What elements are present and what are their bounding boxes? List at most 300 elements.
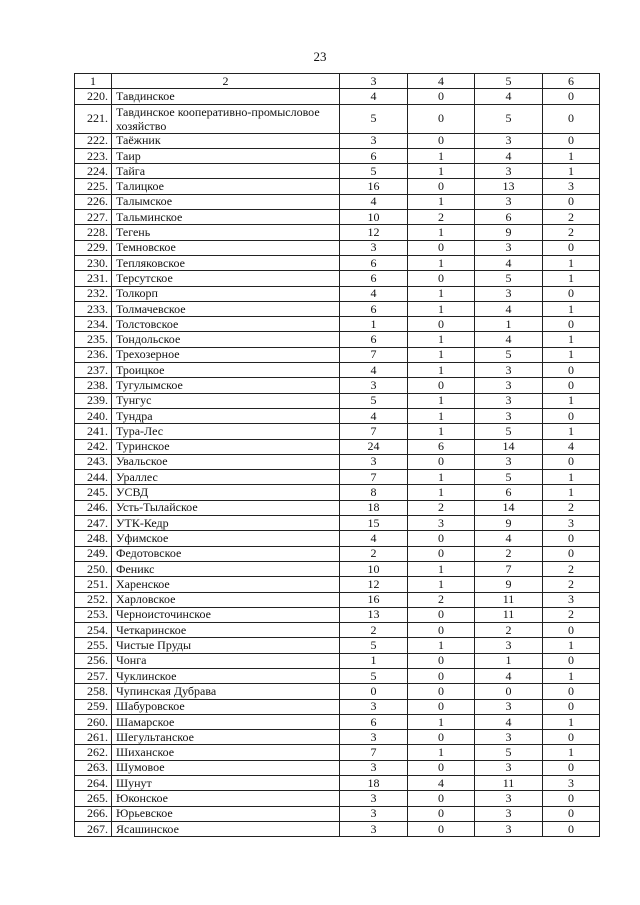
- table-row: [75, 378, 600, 393]
- table-row: [75, 393, 600, 408]
- table-row: [75, 470, 600, 485]
- value-col-4: 0: [408, 668, 475, 683]
- value-col-6: 0: [543, 317, 600, 332]
- value-col-6: 2: [543, 225, 600, 240]
- organization-name: Чонга: [112, 653, 340, 668]
- organization-name: Толстовское: [112, 317, 340, 332]
- table-row: [75, 317, 600, 332]
- value-col-3: 6: [340, 332, 408, 347]
- organization-name: Туринское: [112, 439, 340, 454]
- value-col-6: 2: [543, 577, 600, 592]
- value-col-5: 3: [475, 730, 543, 745]
- organization-name: Юконское: [112, 791, 340, 806]
- value-col-6: 3: [543, 179, 600, 194]
- organization-name: Темновское: [112, 240, 340, 255]
- organization-name: Тегень: [112, 225, 340, 240]
- value-col-4: 0: [408, 531, 475, 546]
- table-row: [75, 623, 600, 638]
- value-col-6: 3: [543, 776, 600, 791]
- value-col-5: 3: [475, 378, 543, 393]
- value-col-6: 0: [543, 240, 600, 255]
- value-col-4: 1: [408, 424, 475, 439]
- value-col-6: 1: [543, 271, 600, 286]
- value-col-3: 6: [340, 255, 408, 270]
- table-row: [75, 255, 600, 270]
- table-row: [75, 225, 600, 240]
- table-row: [75, 806, 600, 821]
- value-col-4: 2: [408, 210, 475, 225]
- value-col-5: 3: [475, 363, 543, 378]
- table-row: [75, 730, 600, 745]
- value-col-4: 1: [408, 393, 475, 408]
- table-row: [75, 638, 600, 653]
- value-col-6: 1: [543, 255, 600, 270]
- organization-name: Таёжник: [112, 133, 340, 148]
- row-number: 230.: [75, 255, 112, 270]
- row-number: 258.: [75, 684, 112, 699]
- table-row: [75, 179, 600, 194]
- organization-name: Тавдинское кооперативно-промысловое хозяйство: [112, 104, 340, 133]
- header-cell-2: 2: [112, 74, 340, 89]
- value-col-6: 1: [543, 745, 600, 760]
- page-number: 23: [313, 49, 327, 64]
- row-number: 257.: [75, 668, 112, 683]
- value-col-3: 6: [340, 271, 408, 286]
- table-row: [75, 791, 600, 806]
- value-col-5: 3: [475, 164, 543, 179]
- table-row: [75, 164, 600, 179]
- value-col-5: 5: [475, 745, 543, 760]
- table-row: [75, 240, 600, 255]
- organization-name: Тепляковское: [112, 255, 340, 270]
- value-col-5: 11: [475, 607, 543, 622]
- value-col-6: 0: [543, 791, 600, 806]
- value-col-3: 18: [340, 500, 408, 515]
- table-row: [75, 684, 600, 699]
- value-col-4: 0: [408, 760, 475, 775]
- value-col-5: 2: [475, 623, 543, 638]
- value-col-4: 0: [408, 240, 475, 255]
- value-col-6: 1: [543, 164, 600, 179]
- organization-name: Тайга: [112, 164, 340, 179]
- table-row: [75, 653, 600, 668]
- value-col-3: 0: [340, 684, 408, 699]
- value-col-4: 0: [408, 623, 475, 638]
- value-col-4: 0: [408, 607, 475, 622]
- value-col-5: 11: [475, 776, 543, 791]
- value-col-4: 0: [408, 271, 475, 286]
- value-col-4: 1: [408, 225, 475, 240]
- value-col-4: 1: [408, 164, 475, 179]
- organization-name: Ураллес: [112, 470, 340, 485]
- value-col-6: 0: [543, 653, 600, 668]
- row-number: 265.: [75, 791, 112, 806]
- value-col-3: 4: [340, 363, 408, 378]
- value-col-6: 0: [543, 623, 600, 638]
- row-number: 231.: [75, 271, 112, 286]
- organization-name: Тугулымское: [112, 378, 340, 393]
- value-col-6: 0: [543, 408, 600, 423]
- header-cell-6: 6: [543, 74, 600, 89]
- row-number: 259.: [75, 699, 112, 714]
- value-col-5: 5: [475, 271, 543, 286]
- value-col-6: 1: [543, 638, 600, 653]
- value-col-5: 6: [475, 485, 543, 500]
- table-row: [75, 301, 600, 316]
- table-row: [75, 286, 600, 301]
- value-col-4: 1: [408, 255, 475, 270]
- organization-name: Чуклинское: [112, 668, 340, 683]
- table-row: [75, 592, 600, 607]
- value-col-5: 4: [475, 148, 543, 163]
- table-row: [75, 500, 600, 515]
- value-col-4: 0: [408, 104, 475, 133]
- value-col-4: 0: [408, 133, 475, 148]
- value-col-3: 13: [340, 607, 408, 622]
- value-col-4: 0: [408, 684, 475, 699]
- value-col-4: 0: [408, 454, 475, 469]
- organization-name: Увальское: [112, 454, 340, 469]
- value-col-4: 0: [408, 699, 475, 714]
- value-col-3: 7: [340, 347, 408, 362]
- value-col-3: 3: [340, 760, 408, 775]
- row-number: 238.: [75, 378, 112, 393]
- value-col-3: 12: [340, 225, 408, 240]
- row-number: 239.: [75, 393, 112, 408]
- value-col-5: 9: [475, 577, 543, 592]
- row-number: 241.: [75, 424, 112, 439]
- value-col-3: 12: [340, 577, 408, 592]
- organization-name: Уфимское: [112, 531, 340, 546]
- organization-name: Тальминское: [112, 210, 340, 225]
- value-col-3: 3: [340, 806, 408, 821]
- value-col-4: 0: [408, 653, 475, 668]
- value-col-5: 4: [475, 332, 543, 347]
- value-col-6: 0: [543, 194, 600, 209]
- table-row: [75, 760, 600, 775]
- value-col-5: 5: [475, 347, 543, 362]
- value-col-6: 0: [543, 454, 600, 469]
- row-number: 248.: [75, 531, 112, 546]
- value-col-3: 7: [340, 470, 408, 485]
- header-row: [75, 74, 600, 89]
- value-col-3: 16: [340, 592, 408, 607]
- table-row: [75, 699, 600, 714]
- organization-name: Феникс: [112, 561, 340, 576]
- value-col-6: 1: [543, 301, 600, 316]
- table-row: [75, 439, 600, 454]
- value-col-3: 3: [340, 791, 408, 806]
- value-col-3: 3: [340, 821, 408, 836]
- row-number: 244.: [75, 470, 112, 485]
- value-col-4: 1: [408, 347, 475, 362]
- value-col-4: 1: [408, 332, 475, 347]
- table-row: [75, 424, 600, 439]
- table-row: [75, 516, 600, 531]
- row-number: 240.: [75, 408, 112, 423]
- table-row: [75, 148, 600, 163]
- value-col-4: 6: [408, 439, 475, 454]
- organization-name: Шабуровское: [112, 699, 340, 714]
- value-col-6: 1: [543, 347, 600, 362]
- value-col-4: 0: [408, 806, 475, 821]
- value-col-6: 0: [543, 730, 600, 745]
- organization-name: Шумовое: [112, 760, 340, 775]
- value-col-3: 3: [340, 730, 408, 745]
- organization-name: Трехозерное: [112, 347, 340, 362]
- header-cell-3: 3: [340, 74, 408, 89]
- table-row: [75, 668, 600, 683]
- value-col-4: 0: [408, 821, 475, 836]
- value-col-4: 1: [408, 363, 475, 378]
- row-number: 260.: [75, 714, 112, 729]
- row-number: 247.: [75, 516, 112, 531]
- table-row: [75, 347, 600, 362]
- row-number: 233.: [75, 301, 112, 316]
- organization-name: Чупинская Дубрава: [112, 684, 340, 699]
- value-col-6: 1: [543, 332, 600, 347]
- value-col-4: 0: [408, 179, 475, 194]
- organization-name: Шунут: [112, 776, 340, 791]
- value-col-6: 0: [543, 760, 600, 775]
- organization-name: Тундра: [112, 408, 340, 423]
- value-col-4: 1: [408, 485, 475, 500]
- value-col-4: 3: [408, 516, 475, 531]
- value-col-3: 16: [340, 179, 408, 194]
- row-number: 255.: [75, 638, 112, 653]
- table-row: [75, 271, 600, 286]
- organization-name: Шамарское: [112, 714, 340, 729]
- value-col-3: 10: [340, 561, 408, 576]
- value-col-5: 14: [475, 439, 543, 454]
- value-col-5: 1: [475, 317, 543, 332]
- table-row: [75, 210, 600, 225]
- table-row: [75, 607, 600, 622]
- value-col-3: 4: [340, 286, 408, 301]
- row-number: 224.: [75, 164, 112, 179]
- row-number: 262.: [75, 745, 112, 760]
- data-table: [74, 73, 600, 837]
- value-col-6: 1: [543, 485, 600, 500]
- value-col-6: 0: [543, 821, 600, 836]
- value-col-5: 3: [475, 286, 543, 301]
- row-number: 249.: [75, 546, 112, 561]
- value-col-3: 2: [340, 546, 408, 561]
- value-col-3: 15: [340, 516, 408, 531]
- header-cell-4: 4: [408, 74, 475, 89]
- value-col-3: 5: [340, 104, 408, 133]
- header-cell-5: 5: [475, 74, 543, 89]
- organization-name: Тавдинское: [112, 89, 340, 104]
- value-col-3: 4: [340, 408, 408, 423]
- row-number: 223.: [75, 148, 112, 163]
- row-number: 263.: [75, 760, 112, 775]
- value-col-6: 0: [543, 684, 600, 699]
- row-number: 229.: [75, 240, 112, 255]
- value-col-3: 5: [340, 164, 408, 179]
- value-col-3: 4: [340, 531, 408, 546]
- value-col-6: 2: [543, 500, 600, 515]
- value-col-4: 1: [408, 561, 475, 576]
- value-col-5: 13: [475, 179, 543, 194]
- value-col-6: 1: [543, 148, 600, 163]
- table-row: [75, 408, 600, 423]
- value-col-3: 5: [340, 668, 408, 683]
- value-col-6: 0: [543, 546, 600, 561]
- table-row: [75, 363, 600, 378]
- value-col-5: 0: [475, 684, 543, 699]
- value-col-3: 5: [340, 393, 408, 408]
- row-number: 246.: [75, 500, 112, 515]
- value-col-5: 1: [475, 653, 543, 668]
- organization-name: Усть-Тылайское: [112, 500, 340, 515]
- value-col-4: 1: [408, 148, 475, 163]
- value-col-5: 6: [475, 210, 543, 225]
- organization-name: Талицкое: [112, 179, 340, 194]
- row-number: 266.: [75, 806, 112, 821]
- table-row: [75, 104, 600, 133]
- row-number: 222.: [75, 133, 112, 148]
- value-col-3: 7: [340, 424, 408, 439]
- value-col-5: 3: [475, 194, 543, 209]
- value-col-3: 6: [340, 714, 408, 729]
- value-col-3: 8: [340, 485, 408, 500]
- table-row: [75, 194, 600, 209]
- organization-name: Ясашинское: [112, 821, 340, 836]
- row-number: 225.: [75, 179, 112, 194]
- value-col-5: 3: [475, 806, 543, 821]
- value-col-5: 3: [475, 240, 543, 255]
- header-cell-1: 1: [75, 74, 112, 89]
- value-col-3: 6: [340, 301, 408, 316]
- value-col-3: 3: [340, 454, 408, 469]
- row-number: 227.: [75, 210, 112, 225]
- value-col-4: 0: [408, 317, 475, 332]
- value-col-3: 10: [340, 210, 408, 225]
- organization-name: Федотовское: [112, 546, 340, 561]
- value-col-4: 0: [408, 378, 475, 393]
- value-col-4: 0: [408, 89, 475, 104]
- value-col-6: 0: [543, 286, 600, 301]
- value-col-6: 1: [543, 393, 600, 408]
- value-col-4: 1: [408, 714, 475, 729]
- value-col-6: 1: [543, 714, 600, 729]
- row-number: 254.: [75, 623, 112, 638]
- value-col-3: 2: [340, 623, 408, 638]
- value-col-5: 3: [475, 454, 543, 469]
- organization-name: Четкаринское: [112, 623, 340, 638]
- value-col-5: 11: [475, 592, 543, 607]
- value-col-5: 5: [475, 424, 543, 439]
- value-col-5: 4: [475, 531, 543, 546]
- value-col-6: 2: [543, 210, 600, 225]
- row-number: 243.: [75, 454, 112, 469]
- value-col-6: 0: [543, 806, 600, 821]
- value-col-6: 0: [543, 378, 600, 393]
- table-row: [75, 821, 600, 836]
- value-col-6: 4: [543, 439, 600, 454]
- value-col-5: 4: [475, 255, 543, 270]
- value-col-6: 0: [543, 104, 600, 133]
- organization-name: Троицкое: [112, 363, 340, 378]
- value-col-4: 2: [408, 592, 475, 607]
- value-col-6: 3: [543, 516, 600, 531]
- value-col-4: 0: [408, 730, 475, 745]
- row-number: 252.: [75, 592, 112, 607]
- value-col-5: 4: [475, 668, 543, 683]
- table-row: [75, 714, 600, 729]
- value-col-5: 5: [475, 470, 543, 485]
- value-col-3: 3: [340, 699, 408, 714]
- row-number: 250.: [75, 561, 112, 576]
- value-col-5: 5: [475, 104, 543, 133]
- value-col-3: 4: [340, 194, 408, 209]
- value-col-4: 1: [408, 286, 475, 301]
- organization-name: Таир: [112, 148, 340, 163]
- organization-name: Харловское: [112, 592, 340, 607]
- organization-name: Шегультанское: [112, 730, 340, 745]
- value-col-3: 3: [340, 133, 408, 148]
- value-col-5: 4: [475, 301, 543, 316]
- value-col-4: 0: [408, 546, 475, 561]
- row-number: 256.: [75, 653, 112, 668]
- table-row: [75, 332, 600, 347]
- organization-name: Харенское: [112, 577, 340, 592]
- organization-name: Чистые Пруды: [112, 638, 340, 653]
- row-number: 264.: [75, 776, 112, 791]
- value-col-6: 0: [543, 363, 600, 378]
- value-col-3: 24: [340, 439, 408, 454]
- value-col-4: 1: [408, 577, 475, 592]
- table-row: [75, 531, 600, 546]
- organization-name: Толкорп: [112, 286, 340, 301]
- value-col-4: 1: [408, 745, 475, 760]
- value-col-5: 3: [475, 393, 543, 408]
- value-col-6: 1: [543, 668, 600, 683]
- organization-name: Юрьевское: [112, 806, 340, 821]
- row-number: 245.: [75, 485, 112, 500]
- table-row: [75, 133, 600, 148]
- value-col-3: 4: [340, 89, 408, 104]
- value-col-5: 3: [475, 638, 543, 653]
- value-col-3: 1: [340, 317, 408, 332]
- row-number: 220.: [75, 89, 112, 104]
- table-row: [75, 546, 600, 561]
- value-col-6: 2: [543, 607, 600, 622]
- value-col-4: 4: [408, 776, 475, 791]
- value-col-4: 2: [408, 500, 475, 515]
- row-number: 237.: [75, 363, 112, 378]
- organization-name: Тондольское: [112, 332, 340, 347]
- value-col-5: 2: [475, 546, 543, 561]
- value-col-4: 1: [408, 470, 475, 485]
- value-col-5: 3: [475, 821, 543, 836]
- organization-name: Шиханское: [112, 745, 340, 760]
- value-col-3: 6: [340, 148, 408, 163]
- table-row: [75, 776, 600, 791]
- value-col-5: 3: [475, 133, 543, 148]
- organization-name: Толмачевское: [112, 301, 340, 316]
- row-number: 232.: [75, 286, 112, 301]
- value-col-3: 18: [340, 776, 408, 791]
- table-row: [75, 561, 600, 576]
- value-col-6: 0: [543, 531, 600, 546]
- row-number: 251.: [75, 577, 112, 592]
- value-col-3: 1: [340, 653, 408, 668]
- value-col-5: 9: [475, 516, 543, 531]
- table-row: [75, 454, 600, 469]
- value-col-6: 2: [543, 561, 600, 576]
